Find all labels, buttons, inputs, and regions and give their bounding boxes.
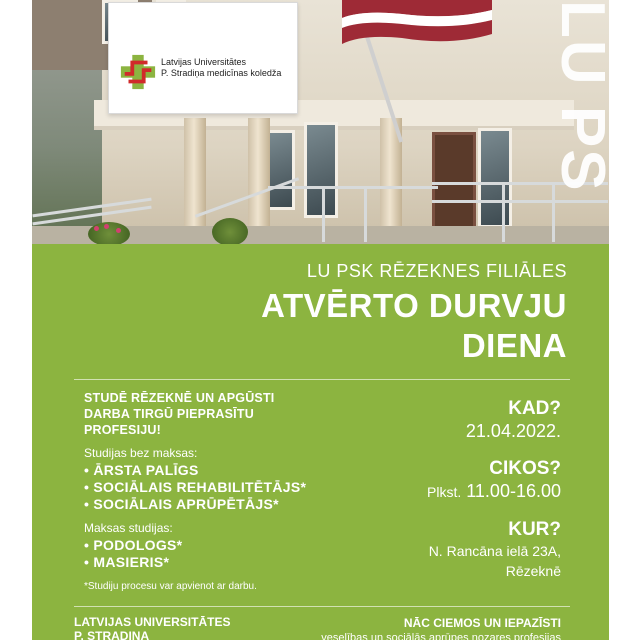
lead-line: STUDĒ RĒZEKNĒ UN APGŪSTI xyxy=(84,391,275,405)
when-block xyxy=(341,398,561,442)
program-item: • MASIERIS* xyxy=(84,554,170,570)
time-range: 11.00-16.00 xyxy=(466,481,561,501)
window xyxy=(304,122,338,218)
free-studies-label: Studijas bez maksas: xyxy=(84,446,198,460)
divider xyxy=(74,606,570,607)
where-block xyxy=(341,519,561,581)
railing xyxy=(268,186,438,189)
footer-invite xyxy=(321,616,561,644)
window xyxy=(267,130,295,210)
paid-studies-label: Maksas studijas: xyxy=(84,521,173,535)
shrub xyxy=(212,218,248,246)
big-lu-ps-letters: LU PS xyxy=(548,0,617,193)
program-item: • SOCIĀLAIS REHABILITĒTĀJS* xyxy=(84,479,307,495)
college-logo-icon xyxy=(119,53,157,91)
event-date: 21.04.2022. xyxy=(465,421,561,441)
program-item: • ĀRSTA PALĪGS xyxy=(84,462,199,478)
program-item: • PODOLOGS* xyxy=(84,537,183,553)
time-block xyxy=(341,458,561,503)
lead-line: DARBA TIRGŪ PIEPRASĪTU xyxy=(84,407,254,421)
sign-line-2: P. Stradiņa medicīnas koledža xyxy=(161,68,282,78)
poster xyxy=(32,0,617,644)
title-line-1: ATVĒRTO DURVJU xyxy=(261,287,567,324)
programs-column xyxy=(84,390,364,592)
where-question: KUR? xyxy=(508,519,561,540)
invite-title: NĀC CIEMOS UN IEPAZĪSTI xyxy=(403,616,561,630)
footer-org-line-1: LATVIJAS UNIVERSITĀTES xyxy=(74,615,231,629)
time-prefix: Plkst. xyxy=(427,484,462,500)
program-item: • SOCIĀLAIS APRŪPĒTĀJS* xyxy=(84,496,279,512)
event-subtitle: LU PSK RĒZEKNES FILIĀLES xyxy=(306,261,567,281)
footnote: *Studiju procesu var apvienot ar darbu. xyxy=(84,581,257,592)
event-title xyxy=(261,286,567,366)
building-photo xyxy=(32,0,617,244)
title-line-2: DIENA xyxy=(461,327,567,364)
footer-org-line-2: P. STRADIŅA xyxy=(74,629,150,643)
railing-post xyxy=(322,186,325,242)
footer-org xyxy=(74,615,230,643)
lead-line: PROFESIJU! xyxy=(84,423,162,437)
address-line-2: Rēzeknē xyxy=(505,563,561,579)
flower xyxy=(104,224,109,229)
college-sign xyxy=(108,2,298,114)
divider xyxy=(74,379,570,380)
window xyxy=(478,128,512,228)
info-panel xyxy=(32,244,609,644)
event-time xyxy=(341,480,561,503)
flower xyxy=(94,226,99,231)
invite-subtitle: veselības un sociālās aprūpes nozares profesijas xyxy=(321,632,561,644)
railing-post xyxy=(364,186,367,242)
latvian-flag-icon xyxy=(342,0,492,46)
lead-text xyxy=(84,390,364,438)
time-question: CIKOS? xyxy=(489,458,561,479)
when-question: KAD? xyxy=(508,398,561,419)
flower xyxy=(116,228,121,233)
railing-post xyxy=(502,182,505,242)
event-details xyxy=(341,398,561,597)
address-line-1: N. Rancāna ielā 23A, xyxy=(428,543,561,559)
sign-line-1: Latvijas Universitātes xyxy=(161,57,247,67)
